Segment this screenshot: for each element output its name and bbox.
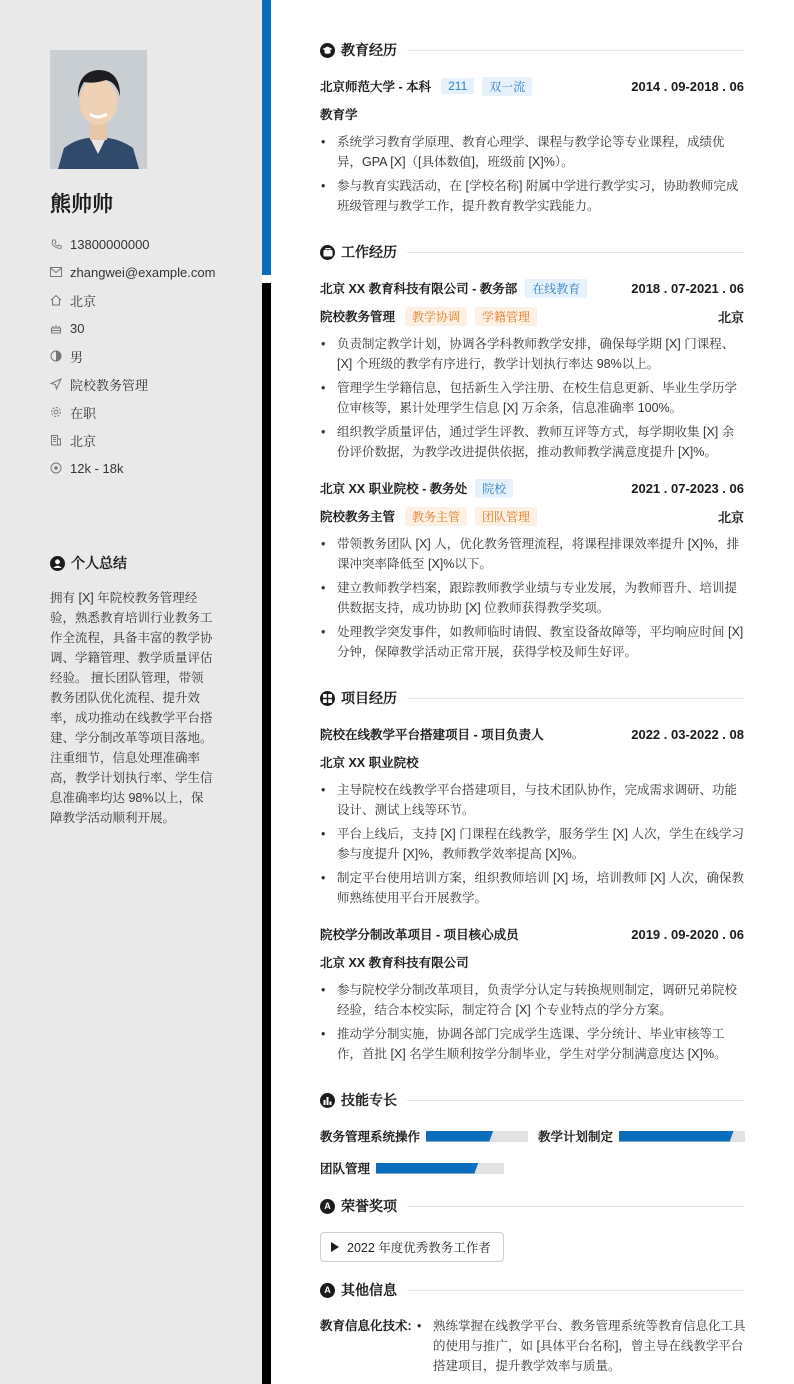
industry-tag: 院校 xyxy=(475,479,513,498)
award-label: 2022 年度优秀教务工作者 xyxy=(347,1241,491,1255)
home-icon xyxy=(50,294,62,306)
grid-icon xyxy=(320,691,335,706)
skill-name: 团队管理 xyxy=(320,1162,371,1176)
project-bullet: • 主导院校在线教学平台搭建项目，与技术团队协作，完成需求调研、功能设计、测试上线等环节。 xyxy=(320,780,744,820)
skill-name: 教务管理系统操作 xyxy=(320,1130,421,1144)
job-header xyxy=(320,278,744,298)
section-divider xyxy=(407,1100,744,1101)
briefcase-icon xyxy=(320,245,335,260)
education-heading: 教育经历 xyxy=(320,40,744,60)
skill-tag: 教务主管 xyxy=(405,507,467,526)
info-email: zhangwei@example.com xyxy=(50,258,215,286)
accent-strip-blue xyxy=(262,0,271,275)
skill-tag: 团队管理 xyxy=(475,507,537,526)
skill-level-fill xyxy=(619,1131,734,1142)
skill-level-bar xyxy=(376,1163,504,1174)
play-icon xyxy=(331,1242,339,1252)
project-date: 2019 . 09-2020 . 06 xyxy=(631,926,744,942)
award-icon: A xyxy=(320,1199,335,1214)
skill-item xyxy=(538,1126,745,1146)
gender-icon xyxy=(50,350,62,362)
info-salary: 12k - 18k xyxy=(50,454,215,482)
section-divider xyxy=(407,50,744,51)
education-date: 2014 . 09-2018 . 06 xyxy=(631,78,744,94)
skill-item xyxy=(320,1158,504,1178)
graduation-cap-icon xyxy=(320,43,335,58)
school-name: 北京师范大学 - 本科 xyxy=(320,80,432,94)
accent-strip-black xyxy=(262,283,271,1384)
candidate-name: 熊帅帅 xyxy=(50,193,113,216)
school-tag: 211 xyxy=(441,78,474,94)
contact-info-list xyxy=(50,230,215,482)
job-bullet: • 建立教师教学档案，跟踪教师教学业绩与专业发展，为教师晋升、培训提供数据支持，成功协助 [X] 位教师获得教学奖项。 xyxy=(320,578,744,618)
award-item xyxy=(320,1232,504,1262)
project-org-row xyxy=(320,752,744,772)
skill-level-fill xyxy=(426,1131,493,1142)
building-icon xyxy=(50,434,62,446)
other-heading: A 其他信息 xyxy=(320,1280,744,1300)
project-bullet: • 参与院校学分制改革项目，负责学分认定与转换规则制定，调研兄弟院校经验，结合本校实际，制定符合 [X] 个专业特点的学分方案。 xyxy=(320,980,744,1020)
project-bullet: • 推动学分制实施，协调各部门完成学生选课、学分统计、毕业审核等工作，首批 [X] 名学生顺利按学分制毕业，学生对学分制满意度达 [X]%。 xyxy=(320,1024,744,1064)
user-icon xyxy=(50,556,65,571)
project-bullet: • 平台上线后，支持 [X] 门课程在线教学，服务学生 [X] 人次，学生在线学习参与度提升 [X]%，教师教学效率提高 [X]%。 xyxy=(320,824,744,864)
skill-name: 教学计划制定 xyxy=(538,1130,614,1144)
skill-level-bar xyxy=(619,1131,745,1142)
job-bullet: • 带领教务团队 [X] 人，优化教务管理流程，将课程排课效率提升 [X]%，排课冲突率降低至 [X]%以下。 xyxy=(320,534,744,574)
school-tag: 双一流 xyxy=(482,77,532,96)
job-bullet: • 管理学生学籍信息，包括新生入学注册、在校生信息更新、毕业生学历学位审核等，累计处理学生信息 [X] 万余条，信息准确率 100%。 xyxy=(320,378,744,418)
project-org: 北京 XX 职业院校 xyxy=(320,756,419,770)
work-heading: 工作经历 xyxy=(320,242,744,262)
section-divider xyxy=(407,698,744,699)
education-major-row xyxy=(320,104,744,124)
info-city: 北京 xyxy=(50,426,215,454)
company-name: 北京 XX 职业院校 - 教务处 xyxy=(320,482,468,496)
bar-chart-icon xyxy=(320,1093,335,1108)
company-name: 北京 XX 教育科技有限公司 - 教务部 xyxy=(320,282,518,296)
job-role-row xyxy=(320,506,744,526)
job-role-row xyxy=(320,306,744,326)
summary-heading: 个人总结 xyxy=(50,553,127,573)
job-city: 北京 xyxy=(717,309,744,325)
info-job-target: 院校教务管理 xyxy=(50,370,215,398)
skill-level-bar xyxy=(426,1131,528,1142)
education-bullet: • 系统学习教育学原理、教育心理学、课程与教学论等专业课程，成绩优异，GPA [X]（[具体数值]，班级前 [X]%）。 xyxy=(320,132,744,172)
avatar xyxy=(50,50,147,169)
project-name: 院校在线教学平台搭建项目 - 项目负责人 xyxy=(320,728,544,742)
info-gender: 男 xyxy=(50,342,215,370)
job-bullet: • 组织教学质量评估，通过学生评教、教师互评等方式，每学期收集 [X] 余份评价数据，为教学改进提供依据，推动教师教学满意度提升 [X]%。 xyxy=(320,422,744,462)
skill-tag: 教学协调 xyxy=(405,307,467,326)
section-divider xyxy=(407,252,744,253)
info-icon: A xyxy=(320,1283,335,1298)
industry-tag: 在线教育 xyxy=(525,279,587,298)
salary-icon xyxy=(50,462,62,474)
info-age: 30 xyxy=(50,314,215,342)
skill-level-fill xyxy=(376,1163,478,1174)
education-entry-header xyxy=(320,76,744,96)
skill-item xyxy=(320,1126,528,1146)
mail-icon xyxy=(50,266,62,278)
project-date: 2022 . 03-2022 . 08 xyxy=(631,726,744,742)
education-bullet: • 参与教育实践活动，在 [学校名称] 附属中学进行教学实习，协助教师完成班级管理与教学工作，提升教育教学实践能力。 xyxy=(320,176,744,216)
project-bullet: • 制定平台使用培训方案，组织教师培训 [X] 场，培训教师 [X] 人次，确保教师熟练使用平台开展教学。 xyxy=(320,868,744,908)
job-role: 院校教务管理 xyxy=(320,310,396,324)
job-role: 院校教务主管 xyxy=(320,510,396,524)
send-icon xyxy=(50,378,62,390)
major: 教育学 xyxy=(320,108,358,122)
info-location: 北京 xyxy=(50,286,215,314)
project-org-row xyxy=(320,952,744,972)
section-divider xyxy=(407,1206,744,1207)
info-phone: 13800000000 xyxy=(50,230,215,258)
summary-text: 拥有 [X] 年院校教务管理经验，熟悉教育培训行业教务工作全流程，具备丰富的教学协调、学籍管理、教学质量评估经验。 擅长团队管理，带领教务团队优化流程、提升效率，成功推动在线教学平台搭建、学分制改革等项目落地。 注重细节，信息处理准确率高，教学计划执行率、学生信息准确率均达 98%以上，保障教学活动顺利开展。 xyxy=(50,591,213,825)
other-label: 教育信息化技术: xyxy=(320,1319,412,1333)
job-date: 2021 . 07-2023 . 06 xyxy=(631,480,744,496)
project-name: 院校学分制改革项目 - 项目核心成员 xyxy=(320,928,519,942)
status-icon xyxy=(50,406,62,418)
skills-heading: 技能专长 xyxy=(320,1090,744,1110)
job-city: 北京 xyxy=(717,509,744,525)
cake-icon xyxy=(50,322,62,334)
projects-heading: 项目经历 xyxy=(320,688,744,708)
phone-icon xyxy=(50,238,62,250)
job-bullet: • 负责制定教学计划，协调各学科教师教学安排，确保每学期 [X] 门课程、[X] 个班级的教学有序进行，教学计划执行率达 98%以上。 xyxy=(320,334,744,374)
job-header xyxy=(320,478,744,498)
skill-tag: 学籍管理 xyxy=(475,307,537,326)
info-status: 在职 xyxy=(50,398,215,426)
other-text: • 熟练掌握在线教学平台、教务管理系统等教育信息化工具的使用与推广，如 [具体平台名称]，曾主导在线教学平台搭建项目，提升教学效率与质量。 xyxy=(416,1316,746,1376)
project-header xyxy=(320,724,744,744)
awards-heading: A 荣誉奖项 xyxy=(320,1196,744,1216)
project-org: 北京 XX 教育科技有限公司 xyxy=(320,956,469,970)
job-date: 2018 . 07-2021 . 06 xyxy=(631,280,744,296)
section-divider xyxy=(407,1290,744,1291)
job-bullet: • 处理教学突发事件，如教师临时请假、教室设备故障等，平均响应时间 [X] 分钟，保障教学活动正常开展，获得学校及师生好评。 xyxy=(320,622,744,662)
project-header xyxy=(320,924,744,944)
